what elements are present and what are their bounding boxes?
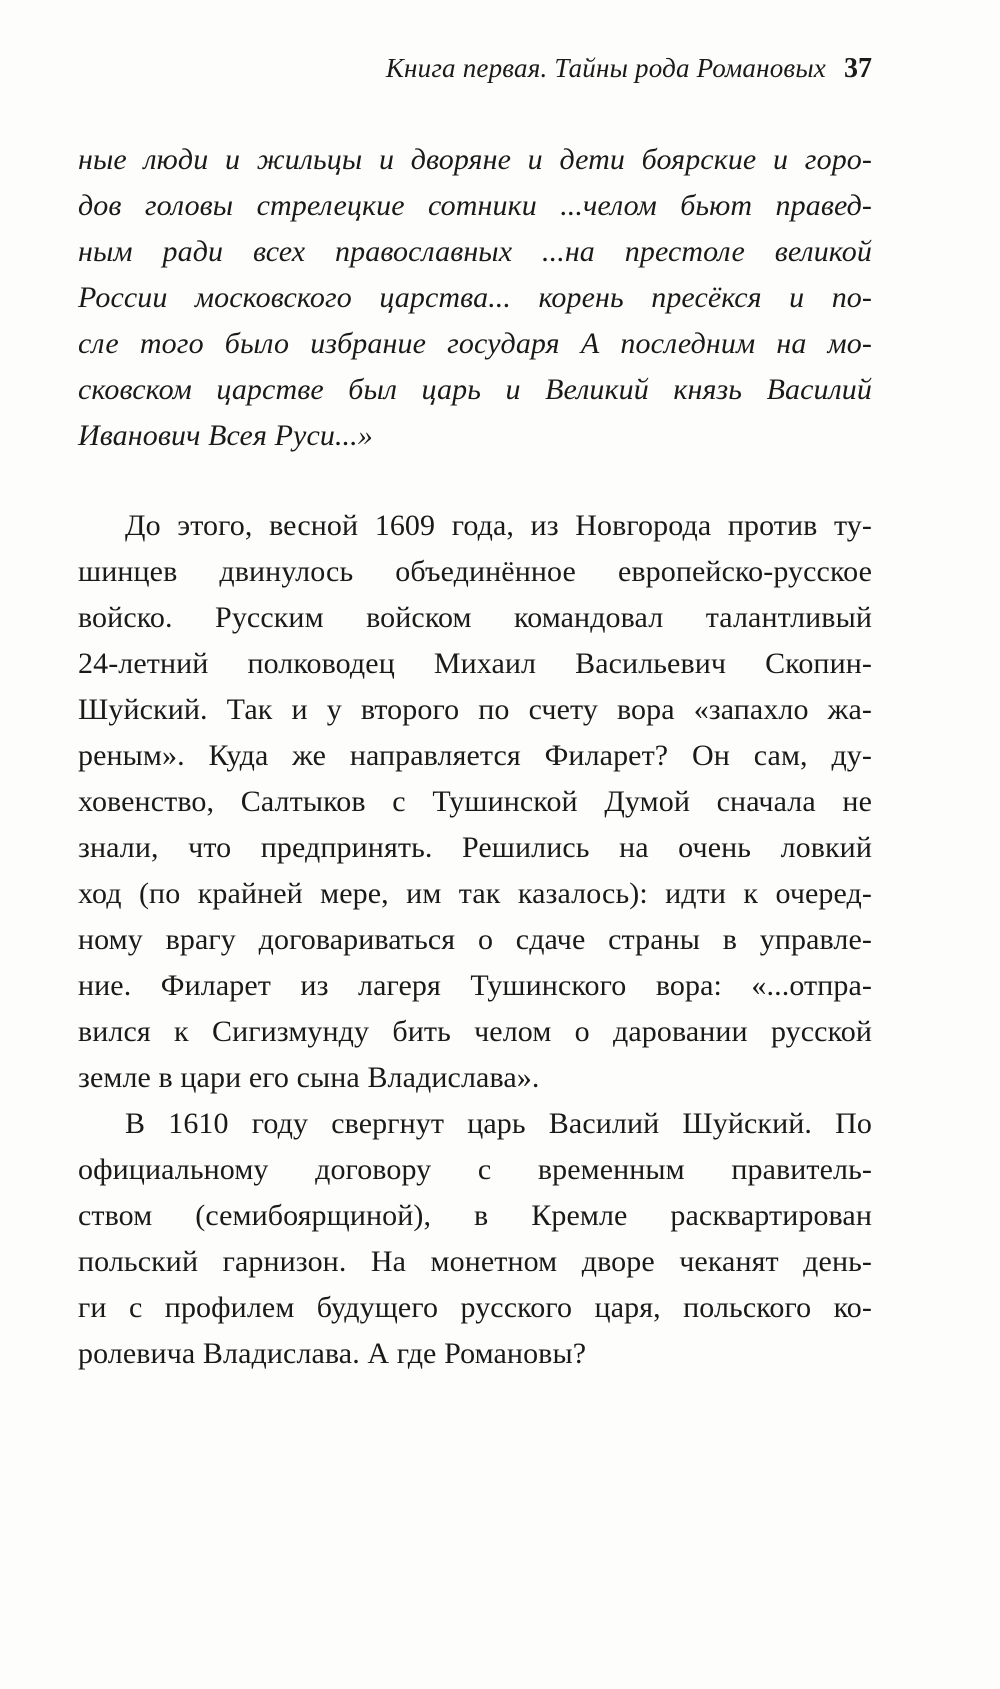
text-line: ным ради всех православных ...на престоле великой [78,235,872,268]
text-line: шинцев двинулось объединённое европейско-русское [78,555,872,588]
quote-paragraph [78,137,872,459]
text-line: земле в цари его сына Владислава». [78,1061,540,1094]
text-line: реным». Куда же направляется Филарет? Он сам, ду- [78,739,872,772]
running-title: Книга первая. Тайны рода Романовых [385,53,826,83]
text-line: ховенство, Салтыков с Тушинской Думой сначала не [78,785,872,818]
text-line: ролевича Владислава. А где Романовы? [78,1337,587,1370]
text-line: дов головы стрелецкие сотники ...челом бьют правед- [78,189,872,222]
text-line: В 1610 году свергнут царь Василий Шуйский. По [125,1107,872,1140]
text-line: сле того было избрание государя А последним на мо- [78,327,872,360]
text-line: До этого, весной 1609 года, из Новгорода против ту- [125,509,872,542]
text-line: ством (семибоярщиной), в Кремле расквартирован [78,1199,872,1232]
body-paragraph [78,503,872,1101]
text-line: Иванович Всея Руси...» [78,419,373,452]
body-paragraph [78,1101,872,1377]
page-number: 37 [844,53,872,84]
text-line: России московского царства... корень пресёкся и по- [78,281,872,314]
text-line: ние. Филарет из лагеря Тушинского вора: «...отпра- [78,969,872,1002]
text-line: ход (по крайней мере, им так казалось): идти к очеред- [78,877,872,910]
text-line: знали, что предпринять. Решились на очень ловкий [78,831,872,864]
text-block [78,50,872,1377]
text-line: ные люди и жильцы и дворяне и дети боярские и горо- [78,143,872,176]
text-line: ному врагу договариваться о сдаче страны в управле- [78,923,872,956]
text-line: польский гарнизон. На монетном дворе чеканят день- [78,1245,872,1278]
text-line: Шуйский. Так и у второго по счету вора «запахло жа- [78,693,872,726]
text-line: сковском царстве был царь и Великий князь Василий [78,373,872,406]
page-body-text [78,137,872,1377]
text-line: официальному договору с временным правитель- [78,1153,872,1186]
text-line: вился к Сигизмунду бить челом о даровании русской [78,1015,872,1048]
text-line: войско. Русским войском командовал талантливый [78,601,872,634]
text-line: ги с профилем будущего русского царя, польского ко- [78,1291,872,1324]
text-line: 24-летний полководец Михаил Васильевич Скопин- [78,647,872,680]
running-header [78,50,872,87]
